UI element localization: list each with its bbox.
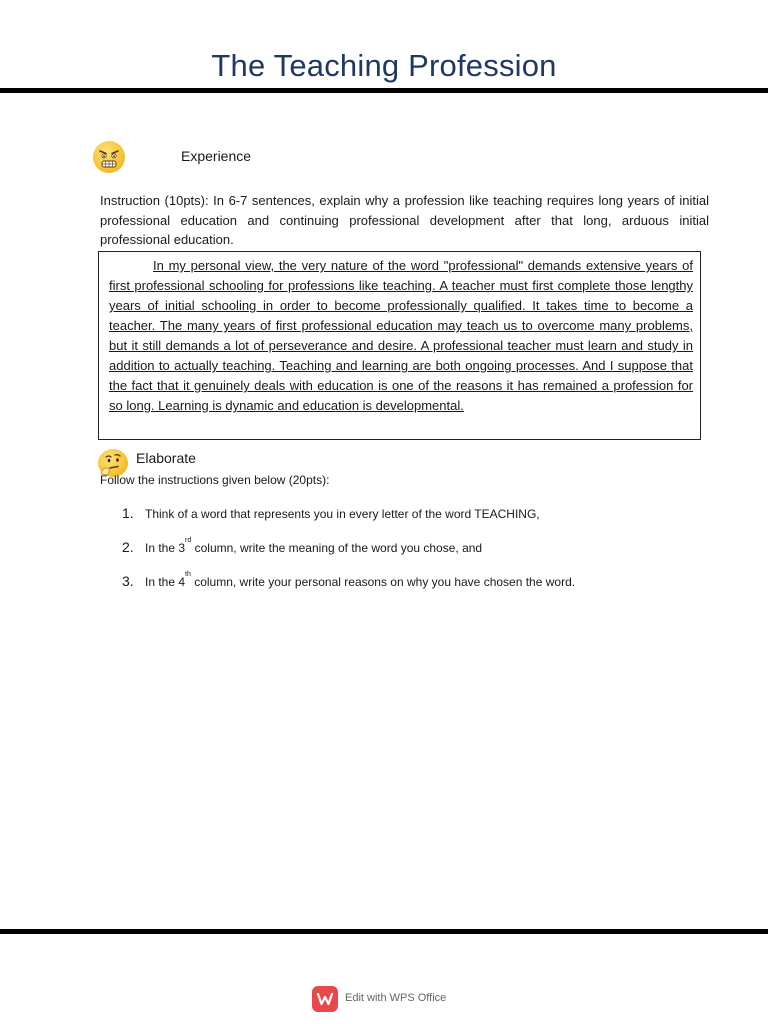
experience-instruction: Instruction (10pts): In 6-7 sentences, explain why a profession like teaching requires long years of initial professional education and continuing professional development after that long, arduous initial professional education.: [100, 193, 709, 248]
experience-heading: Experience: [181, 148, 252, 164]
elaborate-intro: Follow the instructions given below (20pts):: [100, 473, 330, 487]
list-number: 3.: [122, 573, 134, 589]
ordinal-suffix: rd: [185, 537, 192, 544]
bottom-divider: [0, 929, 768, 934]
elaborate-heading: Elaborate: [136, 450, 196, 466]
page-title: The Teaching Profession: [211, 48, 557, 83]
ordinal-suffix: th: [185, 571, 191, 578]
list-item: [122, 505, 540, 521]
list-item: [122, 539, 482, 555]
wps-footer-text[interactable]: Edit with WPS Office: [345, 992, 447, 1004]
list-number: 1.: [122, 505, 134, 521]
list-text: Think of a word that represents you in every letter of the word TEACHING,: [145, 507, 540, 521]
list-text-pre: In the 3: [145, 541, 186, 555]
list-text-post: column, write your personal reasons on why you have chosen the word.: [190, 575, 576, 589]
wps-office-logo-icon: [312, 986, 338, 1012]
list-number: 2.: [122, 539, 134, 555]
list-text-pre: In the 4: [145, 575, 186, 589]
list-text-post: column, write the meaning of the word you chose, and: [191, 541, 483, 555]
answer-text: In my personal view, the very nature of the word "professional" demands extensive years of first professional schooling for professions like teaching. A teacher must first complete those lengthy years of initial schooling in order to become professionally qualified. It takes time to become a teacher. The many years of first professional education may teach us to overcome many problems, but it still demands a lot of perseverance and desire. A professional teacher must learn and study in addition to actually teaching. Teaching and learning are both ongoing processes. And I suppose that the fact that it genuinely deals with education is one of the reasons it has remained a profession for so long. Learning is dynamic and education is developmental.: [109, 258, 693, 413]
angry-face-emoji-icon: [93, 141, 125, 173]
top-divider: [0, 88, 768, 93]
list-item: [122, 573, 575, 589]
